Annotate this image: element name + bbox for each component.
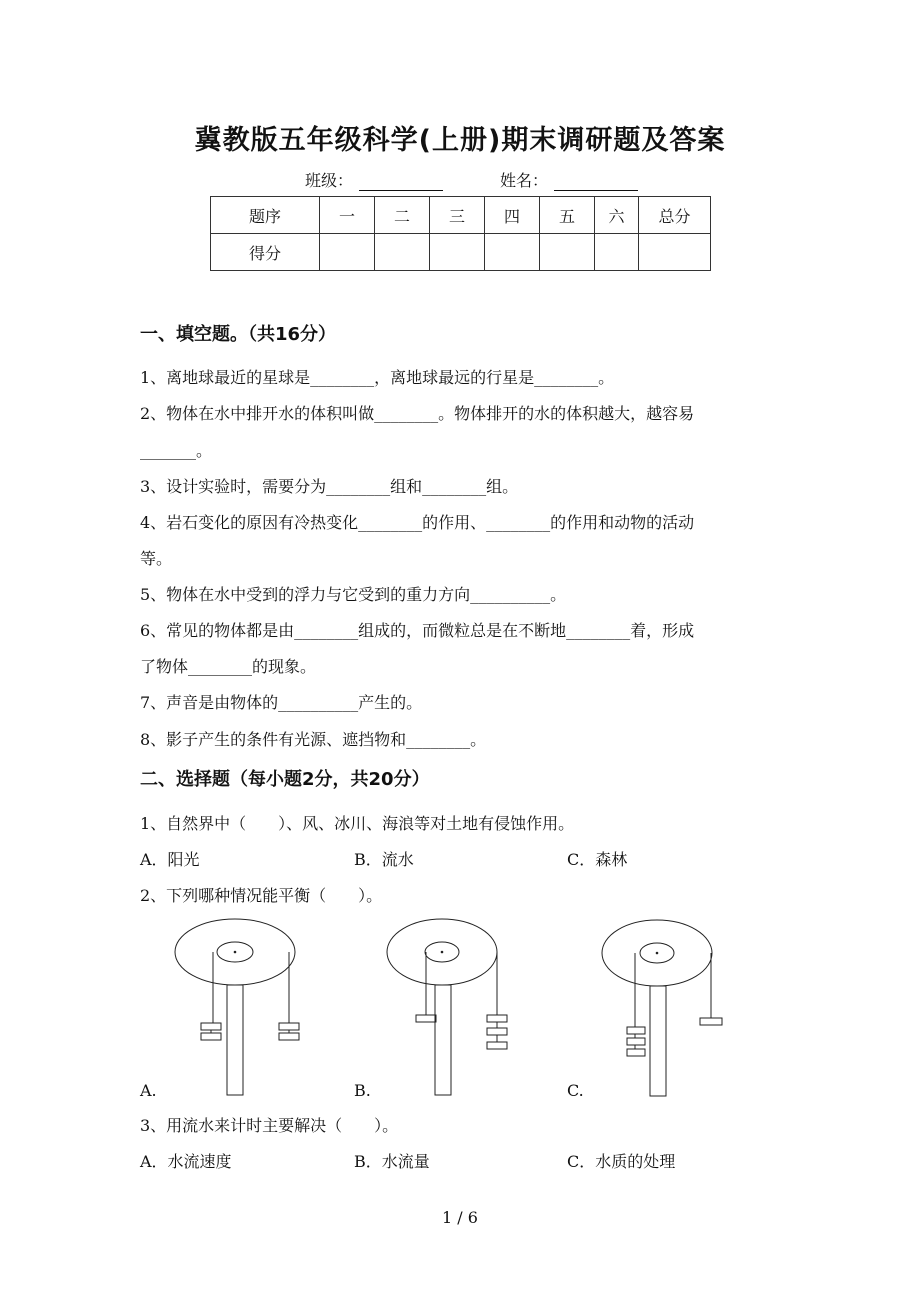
score-cell <box>595 234 639 271</box>
option-a-label: A. <box>140 1081 157 1100</box>
option-c: C．水质的处理 <box>567 1152 676 1171</box>
score-header-cell: 六 <box>595 197 639 234</box>
option-c-label: C. <box>567 1081 584 1100</box>
class-field <box>305 168 443 191</box>
question-line: 1、离地球最近的星球是________，离地球最远的行星是________。 <box>140 368 615 387</box>
question-line: 8、影子产生的条件有光源、遮挡物和________。 <box>140 730 487 749</box>
score-header-cell: 总分 <box>639 197 711 234</box>
score-row-label: 得分 <box>211 234 320 271</box>
score-value-row <box>211 234 711 271</box>
option-b: B．流水 <box>354 850 414 869</box>
score-header-cell: 五 <box>540 197 595 234</box>
score-cell <box>375 234 430 271</box>
score-table <box>210 196 711 271</box>
question-line: 3、设计实验时，需要分为________组和________组。 <box>140 477 519 496</box>
question-line: 6、常见的物体都是由________组成的，而微粒总是在不断地________着，形成 <box>140 621 695 640</box>
question-line: 4、岩石变化的原因有冷热变化________的作用、________的作用和动物的活动 <box>140 513 695 532</box>
name-label: 姓名： <box>500 171 549 190</box>
question-line: 了物体________的现象。 <box>140 657 317 676</box>
option-a: A．阳光 <box>140 850 200 869</box>
question-line: _______。 <box>140 441 213 460</box>
option-b-label: B. <box>354 1081 371 1100</box>
question-line: 2、物体在水中排开水的体积叫做________。物体排开的水的体积越大，越容易 <box>140 404 695 423</box>
score-header-cell: 二 <box>375 197 430 234</box>
balance-diagram-a <box>165 915 305 1100</box>
score-header-row <box>211 197 711 234</box>
option-a: A．水流速度 <box>140 1152 232 1171</box>
name-field <box>500 168 638 191</box>
score-cell <box>485 234 540 271</box>
name-blank <box>554 174 638 191</box>
score-header-cell: 一 <box>320 197 375 234</box>
question-stem: 1、自然界中（ ）、风、冰川、海浪等对土地有侵蚀作用。 <box>140 814 575 833</box>
score-header-cell: 四 <box>485 197 540 234</box>
balance-diagram-b <box>380 915 520 1100</box>
class-label: 班级： <box>305 171 354 190</box>
question-line: 5、物体在水中受到的浮力与它受到的重力方向__________。 <box>140 585 567 604</box>
score-cell <box>540 234 595 271</box>
document-title: 冀教版五年级科学(上册)期末调研题及答案 <box>194 125 726 156</box>
page-indicator: 1 / 6 <box>442 1208 478 1227</box>
score-cell <box>639 234 711 271</box>
balance-diagram-c <box>595 915 735 1100</box>
section-heading-fill-blank: 一、填空题。（共16分） <box>140 324 337 345</box>
section-heading-choice: 二、选择题（每小题2分，共20分） <box>140 769 430 790</box>
question-stem: 2、下列哪种情况能平衡（ ）。 <box>140 886 383 905</box>
question-line: 7、声音是由物体的__________产生的。 <box>140 693 423 712</box>
option-c: C．森林 <box>567 850 628 869</box>
question-line: 等。 <box>140 549 173 568</box>
score-header-cell: 题序 <box>211 197 320 234</box>
class-blank <box>359 174 443 191</box>
question-stem: 3、用流水来计时主要解决（ ）。 <box>140 1116 399 1135</box>
score-cell <box>320 234 375 271</box>
score-header-cell: 三 <box>430 197 485 234</box>
option-b: B．水流量 <box>354 1152 430 1171</box>
score-cell <box>430 234 485 271</box>
